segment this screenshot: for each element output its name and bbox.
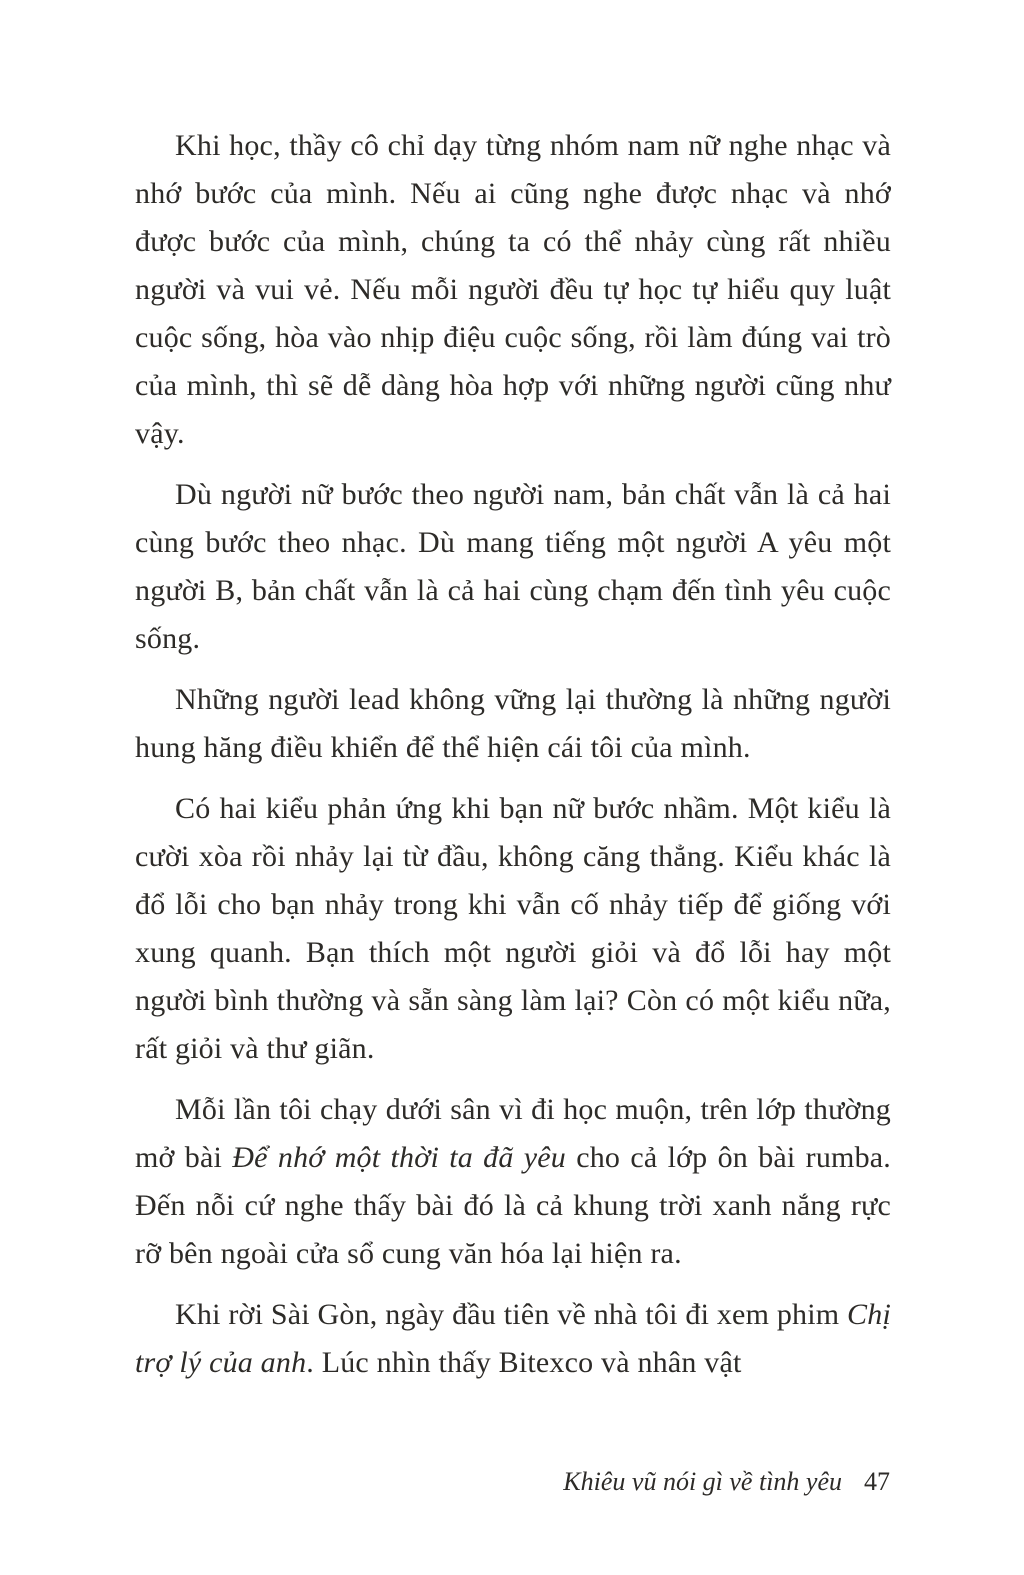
body-text: . Lúc nhìn thấy Bitexco và nhân vật <box>306 1346 742 1379</box>
running-title: Khiêu vũ nói gì về tình yêu <box>563 1467 842 1496</box>
paragraph <box>135 122 891 458</box>
body-text: Dù người nữ bước theo người nam, bản chất vẫn là cả hai cùng bước theo nhạc. Dù mang tiếng một người A yêu một người B, bản chất vẫn là cả hai cùng chạm đến tình yêu cuộc sống. <box>135 478 891 655</box>
body-text: Khi rời Sài Gòn, ngày đầu tiên về nhà tôi đi xem phim <box>175 1298 848 1331</box>
body-text: Khi học, thầy cô chỉ dạy từng nhóm nam nữ nghe nhạc và nhớ bước của mình. Nếu ai cũng nghe được nhạc và nhớ được bước của mình, chúng ta có thể nhảy cùng rất nhiều người và vui vẻ. Nếu mỗi người đều tự học tự hiểu quy luật cuộc sống, hòa vào nhịp điệu cuộc sống, rồi làm đúng vai trò của mình, thì sẽ dễ dàng hòa hợp với những người cũng như vậy. <box>135 129 891 450</box>
italic-title-text: Để nhớ một thời ta đã yêu <box>232 1141 566 1174</box>
body-text: cho cả lớp ôn bài rumba. Đến nỗi cứ nghe thấy bài đó là cả khung trời xanh nắng rực rỡ bên ngoài cửa sổ cung văn hóa lại hiện ra. <box>135 1141 892 1270</box>
paragraph <box>135 471 891 663</box>
paragraph <box>135 676 891 772</box>
body-text: Mỗi lần tôi chạy dưới sân vì đi học muộn, trên lớp thường mở bài <box>135 1093 891 1174</box>
page-number: 47 <box>864 1467 890 1496</box>
italic-title-text: Chị trợ lý của anh <box>135 1298 891 1379</box>
body-text: Những người lead không vững lại thường là những người hung hăng điều khiển để thể hiện cái tôi của mình. <box>135 683 891 764</box>
paragraph <box>135 1291 891 1387</box>
paragraph <box>135 1086 891 1278</box>
body-text: Có hai kiểu phản ứng khi bạn nữ bước nhầm. Một kiểu là cười xòa rồi nhảy lại từ đầu, không căng thẳng. Kiểu khác là đổ lỗi cho bạn nhảy trong khi vẫn cố nhảy tiếp để giống với xung quanh. Bạn thích một người giỏi và đổ lỗi hay một người bình thường và sẵn sàng làm lại? Còn có một kiểu nữa, rất giỏi và thư giãn. <box>135 792 891 1065</box>
book-page-text <box>135 122 891 1400</box>
paragraph <box>135 785 891 1073</box>
page-footer <box>563 1466 890 1498</box>
